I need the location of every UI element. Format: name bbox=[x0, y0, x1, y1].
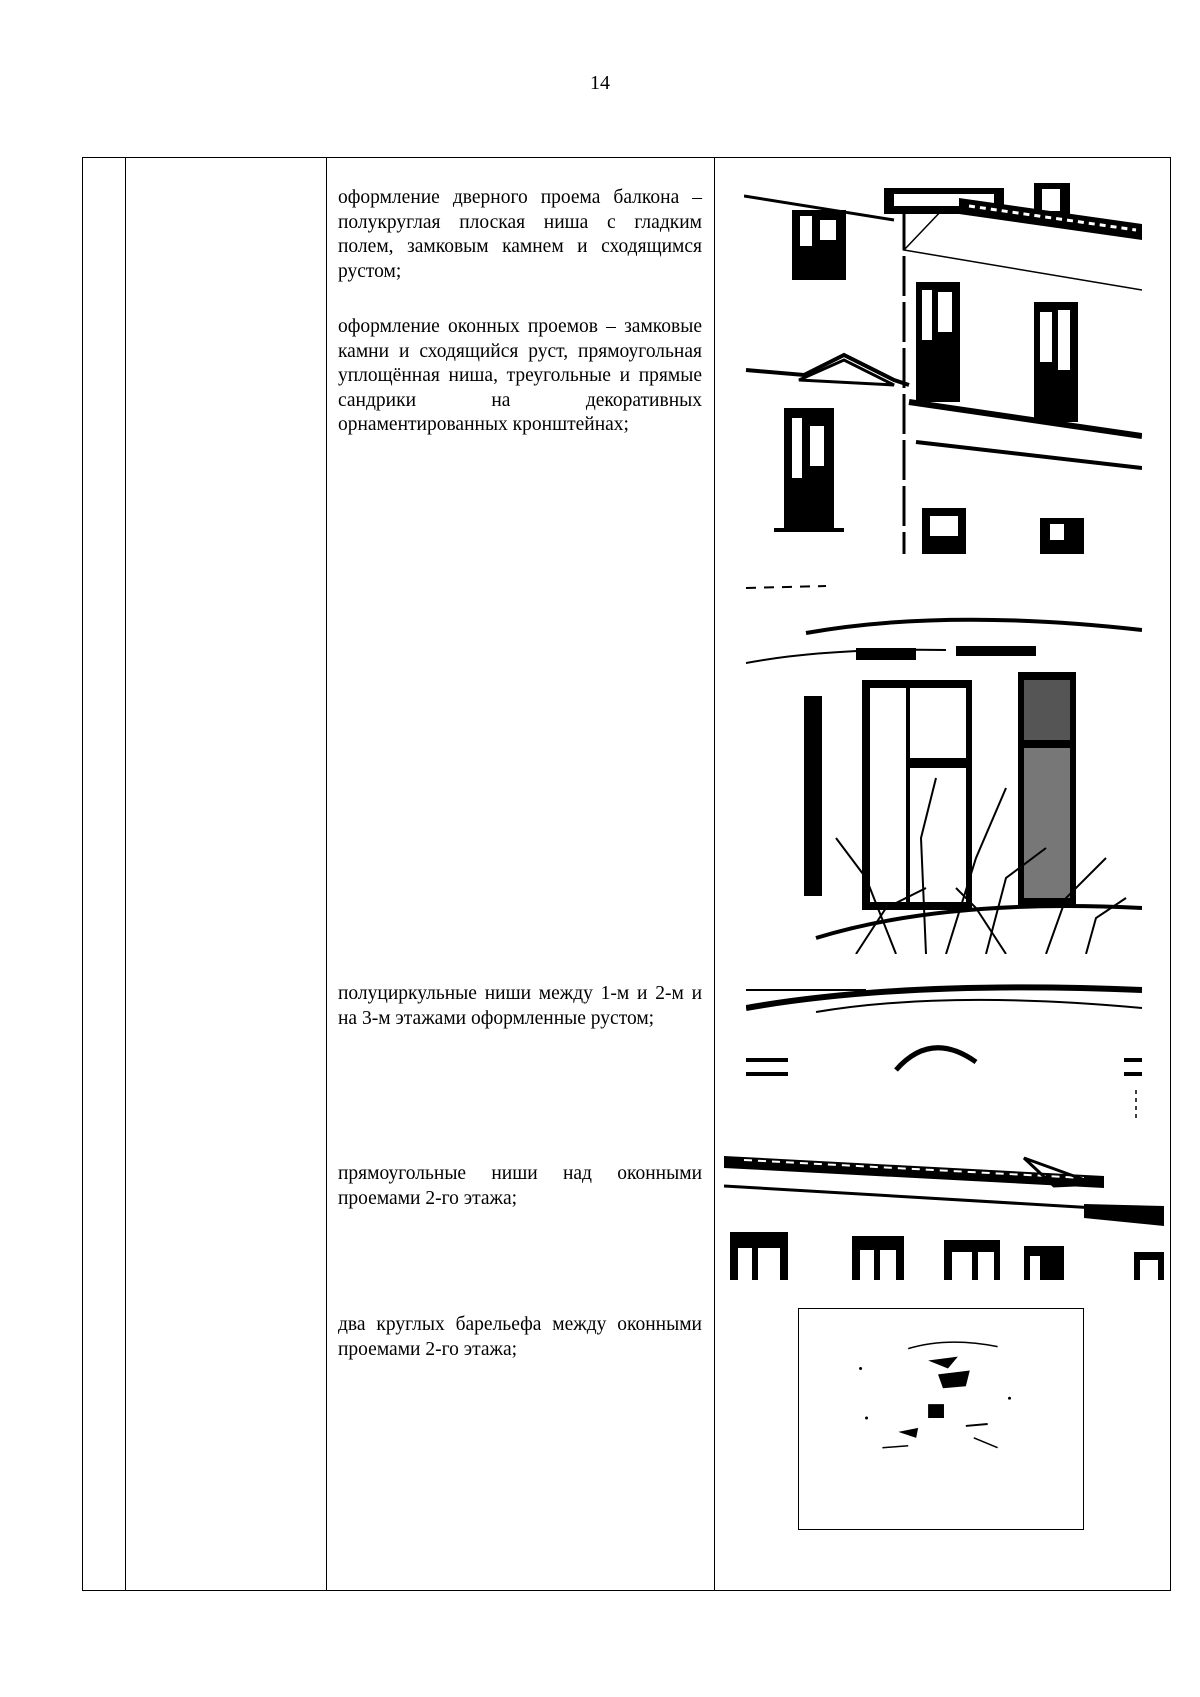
round-bas-relief-photo bbox=[798, 1308, 1084, 1530]
description-bas-reliefs: два круглых барельефа между оконными проемами 2-го этажа; bbox=[338, 1314, 702, 1360]
description-semicircular-niches: полуциркульные ниши между 1-м и 2-м и на 3-м этажами оформленные рустом; bbox=[338, 983, 702, 1029]
rectangular-niches-photo bbox=[724, 1146, 1164, 1280]
column-divider-3 bbox=[714, 158, 715, 1590]
bay-window-photo bbox=[746, 578, 1142, 954]
column-divider-1 bbox=[125, 158, 126, 1590]
semicircular-niche-photo bbox=[746, 970, 1142, 1120]
page-number: 14 bbox=[590, 72, 610, 94]
facade-windows-photo bbox=[744, 180, 1142, 554]
description-window-openings: оформление оконных проемов – замковые камни и сходящийся руст, прямоугольная уплощённая ниша, треугольные и прямые сандрики на декоративных орнаментированных кронштейнах; bbox=[338, 316, 702, 435]
column-divider-2 bbox=[326, 158, 327, 1590]
description-rectangular-niches: прямоугольные ниши над оконными проемами 2-го этажа; bbox=[338, 1163, 702, 1209]
description-balcony-door: оформление дверного проема балкона – полукруглая плоская ниша с гладким полем, замковым камнем и сходящимся рустом; bbox=[338, 187, 702, 282]
